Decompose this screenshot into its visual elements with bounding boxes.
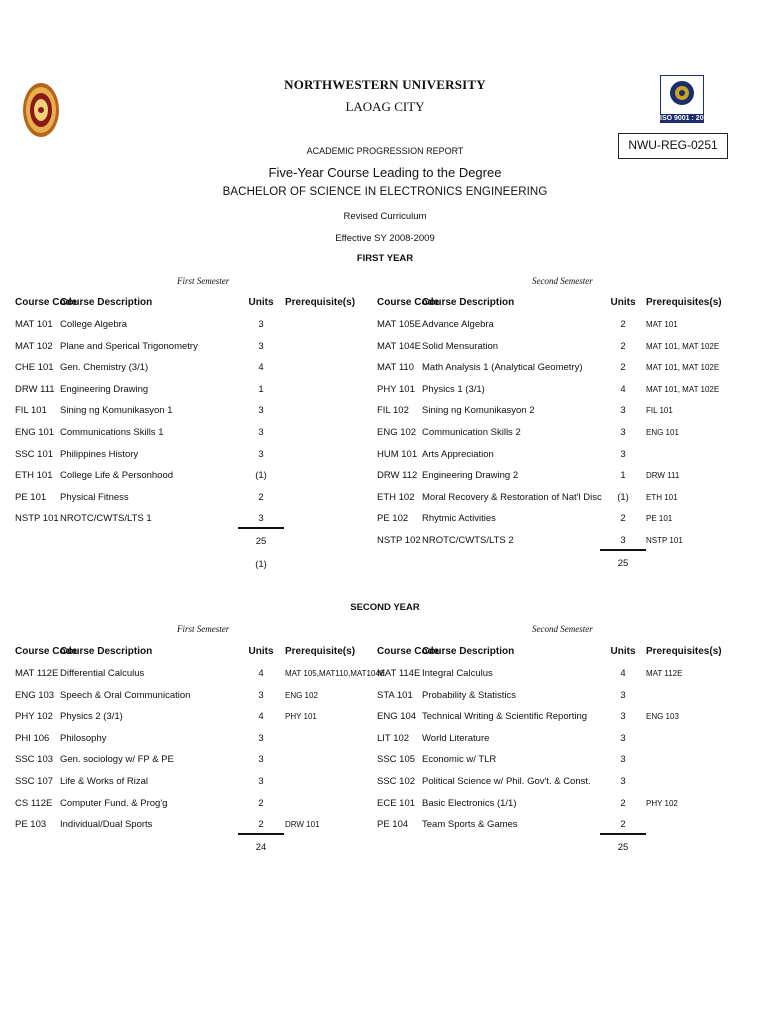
course-prerequisite: PE 101 bbox=[646, 514, 673, 524]
course-description: Philosophy bbox=[60, 732, 107, 744]
course-prerequisite: ENG 101 bbox=[646, 428, 679, 437]
course-units: 3 bbox=[620, 427, 626, 438]
course-description: Physics 2 (3/1) bbox=[60, 711, 123, 723]
course-description: Individual/Dual Sports bbox=[60, 819, 153, 831]
course-units: 3 bbox=[620, 448, 626, 460]
col-course-description: Course Description bbox=[60, 646, 153, 657]
course-code: PHY 101 bbox=[377, 383, 415, 395]
course-units: 3 bbox=[258, 776, 264, 787]
course-code: SSC 102 bbox=[377, 776, 416, 787]
course-description: Physics 1 (3/1) bbox=[422, 383, 485, 395]
course-prerequisite: MAT 101 bbox=[646, 320, 678, 329]
course-description: Engineering Drawing 2 bbox=[422, 470, 519, 482]
degree-title: BACHELOR OF SCIENCE IN ELECTRONICS ENGINEERING bbox=[222, 186, 548, 198]
units-total-rule bbox=[600, 833, 646, 835]
course-code: ENG 103 bbox=[15, 689, 55, 701]
course-units: 2 bbox=[258, 819, 264, 831]
course-description: NROTC/CWTS/LTS 1 bbox=[60, 513, 152, 525]
col-course-code: Course Code bbox=[15, 297, 78, 308]
course-code: DRW 111 bbox=[15, 383, 55, 395]
course-units: 3 bbox=[258, 319, 264, 330]
second-semester-label: Second Semester bbox=[532, 624, 593, 634]
course-prerequisite: DRW 101 bbox=[285, 820, 320, 830]
course-units: 3 bbox=[258, 340, 264, 352]
course-description: Basic Electronics (1/1) bbox=[422, 797, 517, 809]
units-total-rule bbox=[238, 527, 284, 529]
university-city: LAOAG CITY bbox=[345, 99, 425, 114]
course-description: Computer Fund. & Prog'g bbox=[60, 797, 168, 809]
course-units: 3 bbox=[258, 427, 264, 438]
course-code: HUM 101 bbox=[377, 448, 418, 460]
course-description: Arts Appreciation bbox=[422, 448, 494, 460]
course-description: Physical Fitness bbox=[60, 491, 129, 503]
course-code: FIL 102 bbox=[377, 405, 409, 417]
course-code: ENG 104 bbox=[377, 711, 417, 723]
col-course-code: Course Code bbox=[15, 646, 78, 657]
course-code: MAT 110 bbox=[377, 362, 414, 374]
course-code: SSC 101 bbox=[15, 448, 54, 460]
course-units: 2 bbox=[620, 819, 626, 831]
units-total: 24 bbox=[255, 841, 267, 853]
col-units: Units bbox=[248, 297, 274, 308]
units-total-rule bbox=[238, 833, 284, 835]
course-prerequisite: DRW 111 bbox=[646, 471, 680, 481]
course-code: PE 102 bbox=[377, 513, 409, 525]
course-units: 4 bbox=[620, 668, 626, 679]
course-code: MAT 104E bbox=[377, 340, 422, 352]
course-description: Engineering Drawing bbox=[60, 383, 149, 395]
course-code: STA 101 bbox=[377, 689, 413, 701]
units-total: 25 bbox=[617, 841, 629, 853]
course-prerequisite: NSTP 101 bbox=[646, 536, 683, 545]
col-prerequisites: Prerequisites(s) bbox=[646, 646, 722, 657]
col-units: Units bbox=[610, 646, 636, 657]
col-prerequisites: Prerequisite(s) bbox=[285, 646, 356, 657]
course-prerequisite: MAT 105,MAT110,MAT104E bbox=[285, 669, 386, 678]
course-description: Rhytmic Activities bbox=[422, 513, 496, 525]
course-code: MAT 101 bbox=[15, 319, 53, 330]
course-units: (1) bbox=[255, 470, 267, 482]
course-code: PHI 106 bbox=[15, 732, 50, 744]
course-code: ENG 102 bbox=[377, 427, 417, 438]
revised-curriculum: Revised Curriculum bbox=[343, 211, 427, 222]
col-course-description: Course Description bbox=[422, 297, 515, 308]
course-description: Life & Works of Rizal bbox=[60, 776, 148, 787]
units-total: 25 bbox=[255, 536, 267, 547]
course-units: 3 bbox=[258, 513, 264, 525]
units-total-extra: (1) bbox=[255, 558, 267, 570]
course-code: NSTP 102 bbox=[377, 535, 421, 546]
effective-sy: Effective SY 2008-2009 bbox=[335, 233, 435, 244]
course-description: Probability & Statistics bbox=[422, 689, 516, 701]
iso-label: ISO 9001 : 2000 bbox=[660, 115, 712, 122]
course-units: 3 bbox=[620, 535, 626, 546]
course-units: 3 bbox=[620, 689, 626, 701]
course-units: 1 bbox=[620, 470, 626, 482]
col-units: Units bbox=[610, 297, 636, 308]
course-description: Differential Calculus bbox=[60, 668, 145, 679]
course-code: NSTP 101 bbox=[15, 513, 59, 525]
course-units: 3 bbox=[258, 405, 264, 417]
course-description: NROTC/CWTS/LTS 2 bbox=[422, 535, 514, 546]
course-prerequisite: FIL 101 bbox=[646, 406, 673, 416]
course-units: 3 bbox=[620, 732, 626, 744]
course-prerequisite: PHY 101 bbox=[285, 712, 317, 722]
course-description: Communication Skills 2 bbox=[422, 427, 521, 438]
report-title: ACADEMIC PROGRESSION REPORT bbox=[306, 146, 464, 156]
course-units: 4 bbox=[620, 383, 626, 395]
course-code: CS 112E bbox=[15, 797, 53, 809]
course-description: Technical Writing & Scientific Reporting bbox=[422, 711, 588, 723]
col-course-code: Course Code bbox=[377, 646, 440, 657]
course-description: Advance Algebra bbox=[422, 319, 494, 330]
course-units: 3 bbox=[258, 754, 264, 766]
course-code: PE 101 bbox=[15, 491, 47, 503]
course-prerequisite: PHY 102 bbox=[646, 798, 678, 808]
course-description: Economic w/ TLR bbox=[422, 754, 497, 766]
year-title: SECOND YEAR bbox=[350, 602, 420, 613]
course-units: 4 bbox=[258, 668, 264, 679]
course-units: 2 bbox=[258, 797, 264, 809]
course-units: 2 bbox=[620, 319, 626, 330]
course-prerequisite: MAT 101, MAT 102E bbox=[646, 341, 720, 351]
course-prerequisite: MAT 101, MAT 102E bbox=[646, 363, 720, 373]
course-units: 4 bbox=[258, 711, 264, 723]
course-units: 3 bbox=[620, 754, 626, 766]
course-prerequisite: MAT 101, MAT 102E bbox=[646, 384, 720, 394]
course-description: Math Analysis 1 (Analytical Geometry) bbox=[422, 362, 583, 374]
course-description: Solid Mensuration bbox=[422, 340, 499, 352]
course-units: 2 bbox=[620, 362, 626, 374]
course-code: PHY 102 bbox=[15, 711, 53, 723]
col-course-description: Course Description bbox=[422, 646, 515, 657]
course-units: 3 bbox=[620, 405, 626, 417]
col-prerequisites: Prerequisite(s) bbox=[285, 297, 356, 308]
course-code: MAT 105E bbox=[377, 319, 422, 330]
course-code: MAT 102 bbox=[15, 340, 53, 352]
course-code: ECE 101 bbox=[377, 797, 416, 809]
course-code: SSC 107 bbox=[15, 776, 54, 787]
course-prerequisite: ENG 102 bbox=[285, 690, 318, 700]
col-course-code: Course Code bbox=[377, 297, 440, 308]
course-code: ETH 101 bbox=[15, 470, 53, 482]
course-description: World Literature bbox=[422, 732, 490, 744]
course-code: CHE 101 bbox=[15, 362, 54, 374]
course-prerequisite: ENG 103 bbox=[646, 712, 679, 722]
course-description: Political Science w/ Phil. Gov't. & Const. bbox=[422, 776, 591, 787]
units-total: 25 bbox=[617, 557, 629, 569]
course-code: SSC 103 bbox=[15, 754, 54, 766]
first-semester-label: First Semester bbox=[177, 624, 230, 634]
course-code: LIT 102 bbox=[377, 732, 410, 744]
units-total-rule bbox=[600, 549, 646, 551]
course-description: Speech & Oral Communication bbox=[60, 689, 191, 701]
course-units: 3 bbox=[258, 689, 264, 701]
col-prerequisites: Prerequisites(s) bbox=[646, 297, 722, 308]
col-course-description: Course Description bbox=[60, 297, 153, 308]
course-code: ETH 102 bbox=[377, 491, 415, 503]
course-code: ENG 101 bbox=[15, 427, 55, 438]
course-code: DRW 112 bbox=[377, 470, 418, 482]
course-description: College Life & Personhood bbox=[60, 470, 174, 482]
course-description: Moral Recovery & Restoration of Nat'l Disc bbox=[422, 491, 602, 503]
course-code: MAT 112E bbox=[15, 668, 59, 679]
course-code: PE 104 bbox=[377, 819, 409, 831]
course-units: 2 bbox=[620, 797, 626, 809]
course-units: 1 bbox=[258, 383, 264, 395]
form-number: NWU-REG-0251 bbox=[618, 133, 728, 159]
course-prerequisite: ETH 101 bbox=[646, 492, 678, 502]
course-description: Philippines History bbox=[60, 448, 139, 460]
course-prerequisite: MAT 112E bbox=[646, 669, 683, 678]
course-code: FIL 101 bbox=[15, 405, 47, 417]
col-units: Units bbox=[248, 646, 274, 657]
course-description: Plane and Sperical Trigonometry bbox=[60, 340, 198, 352]
course-description: Integral Calculus bbox=[422, 668, 493, 679]
first-semester-label: First Semester bbox=[177, 276, 230, 286]
course-units: (1) bbox=[617, 491, 629, 503]
course-description: Gen. Chemistry (3/1) bbox=[60, 362, 149, 374]
course-units: 3 bbox=[258, 732, 264, 744]
second-semester-label: Second Semester bbox=[532, 276, 593, 286]
course-description: Communications Skills 1 bbox=[60, 427, 164, 438]
course-units: 3 bbox=[620, 776, 626, 787]
course-units: 4 bbox=[258, 362, 264, 374]
course-code: SSC 105 bbox=[377, 754, 416, 766]
course-code: PE 103 bbox=[15, 819, 47, 831]
course-units: 2 bbox=[620, 340, 626, 352]
university-name: NORTHWESTERN UNIVERSITY bbox=[284, 77, 486, 92]
course-description: Gen. sociology w/ FP & PE bbox=[60, 754, 174, 766]
program-title: Five-Year Course Leading to the Degree bbox=[268, 165, 502, 180]
course-units: 3 bbox=[620, 711, 626, 723]
course-description: Sining ng Komunikasyon 2 bbox=[422, 405, 535, 417]
course-description: College Algebra bbox=[60, 319, 128, 330]
course-units: 2 bbox=[258, 491, 264, 503]
course-units: 2 bbox=[620, 513, 626, 525]
course-code: MAT 114E bbox=[377, 668, 421, 679]
course-description: Team Sports & Games bbox=[422, 819, 518, 831]
course-units: 3 bbox=[258, 448, 264, 460]
course-description: Sining ng Komunikasyon 1 bbox=[60, 405, 173, 417]
year-title: FIRST YEAR bbox=[356, 253, 414, 264]
